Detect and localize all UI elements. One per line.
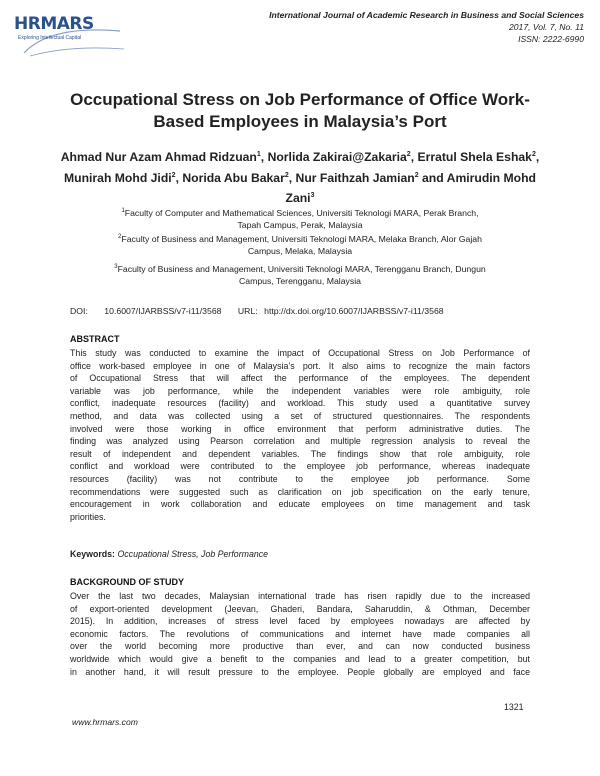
text-line: conflict and workload were contributed to the employee job performance, whereas inadequate: [70, 461, 530, 472]
affiliation-number: 1: [121, 208, 125, 214]
author: Ahmad Nur Azam Ahmad Ridzuan: [60, 150, 257, 165]
journal-header: [269, 9, 584, 45]
text-line: priorities.: [70, 511, 106, 522]
background-body: [70, 590, 530, 678]
paper-title: [50, 89, 550, 133]
affiliation-text: Faculty of Business and Management, Universiti Teknologi MARA, Terengganu Branch, Dungun: [117, 263, 486, 274]
author: Amirudin Mohd Zani: [285, 170, 536, 206]
keywords-line: [70, 549, 268, 559]
affiliation-text: Campus, Terengganu, Malaysia: [238, 276, 361, 287]
abstract-heading: ABSTRACT: [70, 334, 120, 344]
text-line: involved were those working in office environment that perform administrative duties. The: [70, 423, 530, 434]
keywords-value: Occupational Stress, Job Performance: [117, 549, 269, 559]
author-affiliation-mark: 2: [414, 171, 419, 179]
text-line: conflict, inadequate resources (facility) and workload. This study used a quantitative survey: [70, 398, 530, 409]
text-line: recommendations were suggested such as clarification on job specification on the early tenure,: [70, 486, 530, 497]
page-number: 1321: [504, 702, 524, 712]
affiliation-text: Faculty of Computer and Mathematical Sciences, Universiti Teknologi MARA, Perak Branch,: [124, 207, 479, 218]
doi-value[interactable]: 10.6007/IJARBSS/v7-i11/3568: [104, 306, 222, 316]
text-line: over the world becoming more productive than ever, and can now conducted business: [70, 641, 530, 652]
affiliation-1: [66, 205, 534, 232]
affiliation-text: Tapah Campus, Perak, Malaysia: [237, 220, 363, 231]
journal-name: International Journal of Academic Research in Business and Social Sciences: [269, 10, 584, 20]
author-affiliation-mark: 2: [531, 151, 536, 158]
text-line: worldwide which would give a benefit to the companies and lead to a greater competition, but: [70, 653, 530, 664]
url-label: URL:: [237, 306, 258, 316]
abstract-body: [70, 347, 530, 523]
footer-website[interactable]: www.hrmars.com: [72, 717, 138, 727]
author-list: Ahmad Nur Azam Ahmad Ridzuan$^1$, Norlida Zakirai@Zakaria$^2$, Erratul Shela Eshak$^2$, Munirah Mohd Jidi$^2$, Norida Abu Bakar$^2$, Nur Faithzah Jamian$^2$ and Amirudin Mohd Zani$^3$: [60, 150, 540, 206]
affiliation-text: Campus, Melaka, Malaysia: [247, 246, 353, 257]
affiliation-number: 3: [114, 264, 118, 270]
doi-label: DOI:: [70, 306, 88, 316]
text-line: resources (facility) was not contribute to the employee job performance. Some: [70, 473, 530, 484]
text-line: 2015). In addition, increases of stress level faced by employees nowadays are affected by: [70, 616, 530, 627]
text-line: This study was conducted to examine the impact of Occupational Stress on Job Performance of: [70, 348, 530, 358]
author-affiliation-mark: 2: [406, 151, 411, 158]
logo-tagline: Exploring Intellectual Capital: [18, 35, 82, 41]
text-line: finding was analyzed using Pearson correlation and multiple regression analysis to reveal the: [70, 436, 530, 447]
text-line: method, and data was collected using a set of structured questionnaires. The respondents: [70, 410, 530, 421]
author-affiliation-mark: 1: [256, 151, 261, 158]
journal-issn: ISSN: 2222-6990: [518, 34, 584, 44]
text-line: office work-based employee in one of Malaysia’s port. It also aims to recognize the main factors: [70, 360, 530, 371]
author: Norlida Zakirai@Zakaria: [267, 150, 407, 165]
author: Nur Faithzah Jamian: [295, 170, 415, 185]
text-line: of export-oriented development (Jeevan, Ghaderi, Bandara, Saharuddin, & Othman, December: [70, 603, 530, 614]
author-affiliation-mark: 3: [310, 192, 315, 200]
journal-volume: 2017, Vol. 7, No. 11: [508, 22, 584, 32]
keywords-label: Keywords:: [70, 549, 115, 559]
affiliation-2: [66, 231, 534, 258]
text-line: Over the last two decades, Malaysian international trade has risen rapidly due to the increased: [70, 591, 530, 601]
text-line: economic factors. The revolutions of communications and internet have made companies all: [70, 628, 530, 639]
author-affiliation-mark: 2: [284, 171, 289, 179]
affiliation-number: 2: [118, 234, 122, 240]
text-line: encouragement in work collaboration and educate employees on time management and task: [70, 499, 530, 510]
title-line-2: Based Employees in Malaysia’s Port: [153, 112, 447, 131]
author-affiliation-mark: 2: [171, 171, 176, 179]
text-line: result of independent and dependent variables. The findings show that role ambiguity, role: [70, 448, 530, 459]
author: Munirah Mohd Jidi: [64, 170, 172, 185]
logo-wordmark: HRMARS: [14, 14, 94, 34]
text-line: in another hand, it will result pressure to the employee. People globally are employed and face: [70, 666, 530, 677]
author: Norida Abu Bakar: [182, 170, 285, 185]
affiliation-text: Faculty of Business and Management, Universiti Teknologi MARA, Melaka Branch, Alor Gajah: [121, 233, 482, 244]
background-heading: BACKGROUND OF STUDY: [70, 577, 184, 587]
text-line: variable was job performance, while the independent variables were role ambiguity, role: [70, 385, 530, 396]
affiliation-3: [66, 261, 534, 288]
doi-line: [70, 306, 540, 316]
url-link[interactable]: http://dx.doi.org/10.6007/IJARBSS/v7-i11/3568: [264, 306, 444, 316]
author: Erratul Shela Eshak: [417, 150, 532, 165]
text-line: of Occupational Stress that will affect the performance of the employees. The dependent: [70, 373, 530, 384]
title-line-1: Occupational Stress on Job Performance of Office Work-: [70, 90, 530, 109]
